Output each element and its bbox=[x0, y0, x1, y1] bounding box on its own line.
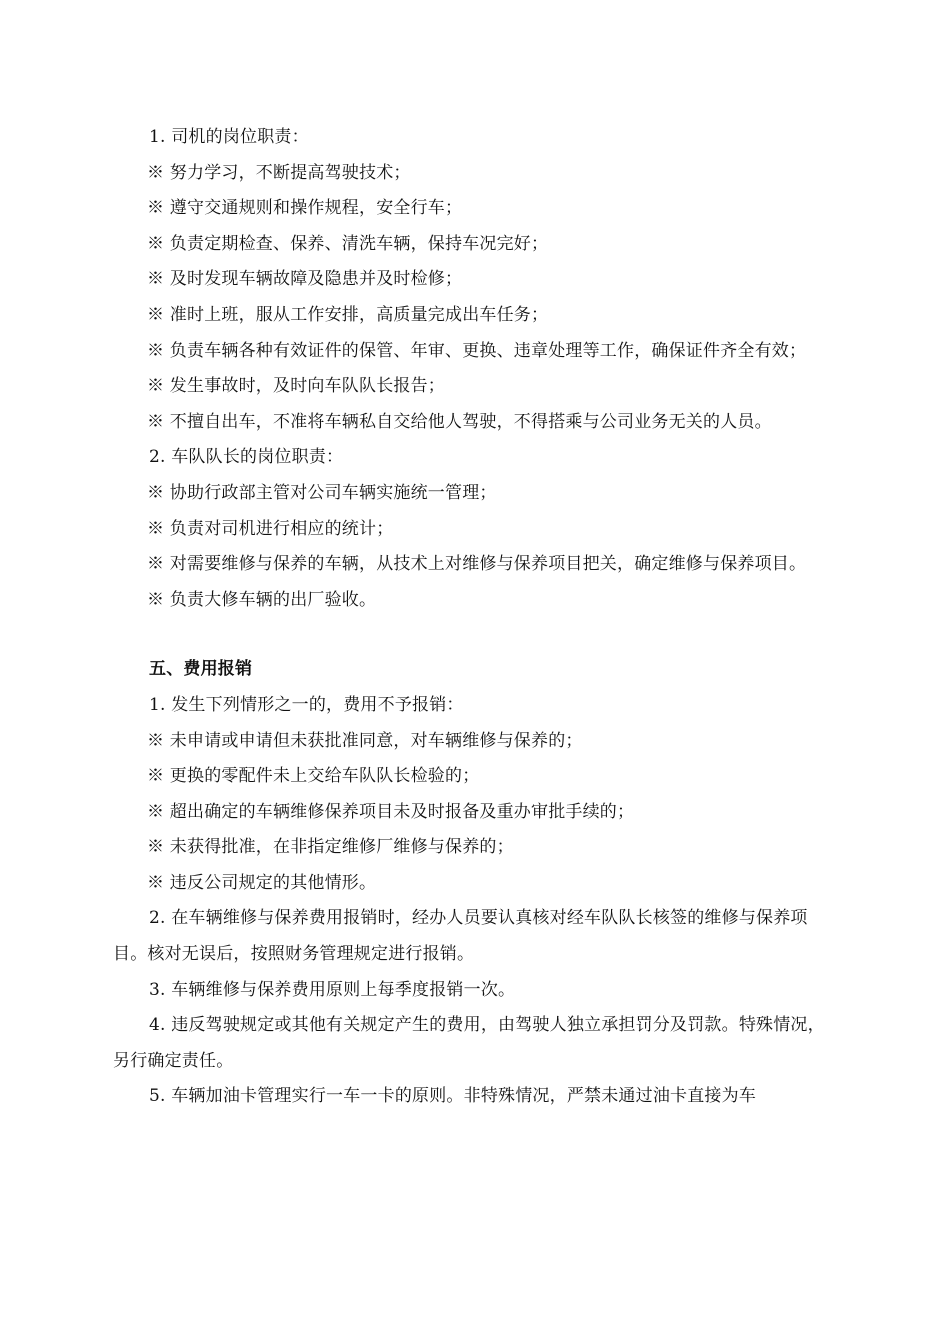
numbered-paragraph: 2. 在车辆维修与保养费用报销时，经办人员要认真核对经车队队长核签的维修与保养项目。核对无误后，按照财务管理规定进行报销。 bbox=[113, 908, 808, 965]
numbered-paragraph: 4. 违反驾驶规定或其他有关规定产生的费用，由驾驶人独立承担罚分及罚款。特殊情况，另行确定责任。 bbox=[113, 1015, 825, 1071]
bullet-paragraph: ※ 及时发现车辆故障及隐患并及时检修； bbox=[147, 269, 463, 290]
bullet-paragraph: ※ 发生事故时，及时向车队队长报告； bbox=[147, 376, 446, 397]
bullet-paragraph: ※ 准时上班，服从工作安排，高质量完成出车任务； bbox=[147, 304, 549, 325]
bullet-paragraph: ※ 超出确定的车辆维修保养项目未及时报备及重办审批手续的； bbox=[147, 801, 635, 822]
bullet-paragraph: ※ 负责车辆各种有效证件的保管、年审、更换、违章处理等工作，确保证件齐全有效； bbox=[147, 340, 807, 361]
bullet-paragraph: ※ 遵守交通规则和操作规程，安全行车； bbox=[147, 198, 463, 219]
bullet-paragraph: ※ 违反公司规定的其他情形。 bbox=[147, 872, 377, 893]
bullet-paragraph: ※ 努力学习，不断提高驾驶技术； bbox=[147, 162, 411, 183]
numbered-paragraph: 5. 车辆加油卡管理实行一车一卡的原则。非特殊情况，严禁未通过油卡直接为车 bbox=[149, 1086, 757, 1107]
document-body bbox=[113, 120, 840, 1115]
numbered-paragraph: 2. 车队队长的岗位职责： bbox=[149, 447, 344, 468]
bullet-paragraph: ※ 协助行政部主管对公司车辆实施统一管理； bbox=[147, 482, 497, 503]
bullet-paragraph: ※ 更换的零配件未上交给车队队长检验的； bbox=[147, 766, 480, 787]
numbered-paragraph: 3. 车辆维修与保养费用原则上每季度报销一次。 bbox=[149, 979, 516, 1000]
numbered-paragraph: 1. 发生下列情形之一的，费用不予报销： bbox=[149, 694, 464, 715]
bullet-paragraph: ※ 负责定期检查、保养、清洗车辆，保持车况完好； bbox=[147, 233, 549, 254]
bullet-paragraph: ※ 负责大修车辆的出厂验收。 bbox=[147, 589, 377, 610]
bullet-paragraph: ※ 未获得批准，在非指定维修厂维修与保养的； bbox=[147, 837, 514, 858]
bullet-paragraph: ※ 对需要维修与保养的车辆，从技术上对维修与保养项目把关，确定维修与保养项目。 bbox=[147, 554, 807, 575]
bullet-paragraph: ※ 未申请或申请但未获批准同意，对车辆维修与保养的； bbox=[147, 730, 583, 751]
bullet-paragraph: ※ 负责对司机进行相应的统计； bbox=[147, 518, 394, 539]
bullet-paragraph: ※ 不擅自出车，不准将车辆私自交给他人驾驶，不得搭乘与公司业务无关的人员。 bbox=[147, 411, 772, 432]
numbered-paragraph: 1. 司机的岗位职责： bbox=[149, 127, 309, 147]
section-heading: 五、费用报销 bbox=[149, 659, 253, 680]
